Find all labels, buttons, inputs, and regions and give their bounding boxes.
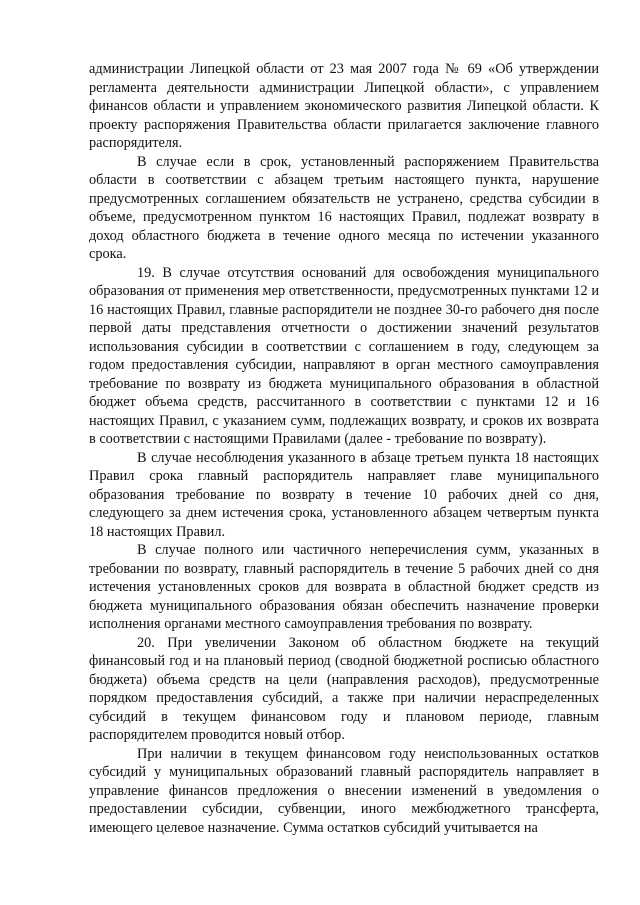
paragraph-2: В случае если в срок, установленный распоряжением Правительства области в соответствии с абзацем третьим настоящего пункта, нарушение предусмотренных соглашением обязательств не устранено, средства субсидии в объеме, предусмотренном пунктом 16 настоящих Правил, подлежат возврату в доход областного бюджета в течение одного месяца по истечении указанного срока.	[89, 153, 599, 262]
document-page	[89, 60, 599, 837]
paragraph-1-continuation: администрации Липецкой области от 23 мая 2007 года № 69 «Об утверждении регламента деятельности администрации Липецкой области», с управлением финансов области и управлением экономического развития Липецкой области. К проекту распоряжения Правительства области прилагается заключение главного распорядителя.	[89, 61, 599, 151]
paragraph-7: При наличии в текущем финансовом году неиспользованных остатков субсидий у муниципальных образований главный распорядитель направляет в управление финансов предложения о внесении изменений в уведомления о предоставлении субсидии, субвенции, иного межбюджетного трансферта, имеющего целевое назначение. Сумма остатков субсидий учитывается на	[89, 745, 599, 836]
paragraph-5: В случае полного или частичного неперечисления сумм, указанных в требовании по возврату, главный распорядитель в течение 5 рабочих дней со дня истечения установленных сроков для возврата в областной бюджет средств из бюджета муниципального образования обязан обеспечить назначение проверки исполнения органами местного самоуправления требования по возврату.	[89, 542, 599, 632]
paragraph-4: В случае несоблюдения указанного в абзаце третьем пункта 18 настоящих Правил срока главный распорядитель направляет главе муниципального образования требование по возврату в течение 10 рабочих дней со дня, следующего за днем истечения срока, установленного абзацем четвертым пункта 18 настоящих Правил.	[89, 449, 599, 540]
paragraph-3-item-19: 19. В случае отсутствия оснований для освобождения муниципального образования от применения мер ответственности, предусмотренных пунктами 12 и 16 настоящих Правил, главные распорядители не позднее 30-го рабочего дня после первой даты представления отчетности о достижении значений результатов использования субсидии в соответствии с соглашением в году, следующем за годом предоставления субсидии, направляют в орган местного самоуправления требование по возврату из бюджета муниципального образования в областной бюджет объема средств, рассчитанного в соответствии с пунктами 12 и 16 настоящих Правил, с указанием сумм, подлежащих возврату, и сроков их возврата в соответствии с настоящими Правилами (далее - требование по возврату).	[89, 264, 599, 447]
paragraph-6-item-20: 20. При увеличении Законом об областном бюджете на текущий финансовый год и на плановый период (сводной бюджетной росписью областного бюджета) объема средств на цели (направления расходов), предусмотренные порядком предоставления субсидий, а также при наличии нераспределенных субсидий в текущем финансовом году и плановом периоде, главным распорядителем проводится новый отбор.	[89, 634, 599, 743]
